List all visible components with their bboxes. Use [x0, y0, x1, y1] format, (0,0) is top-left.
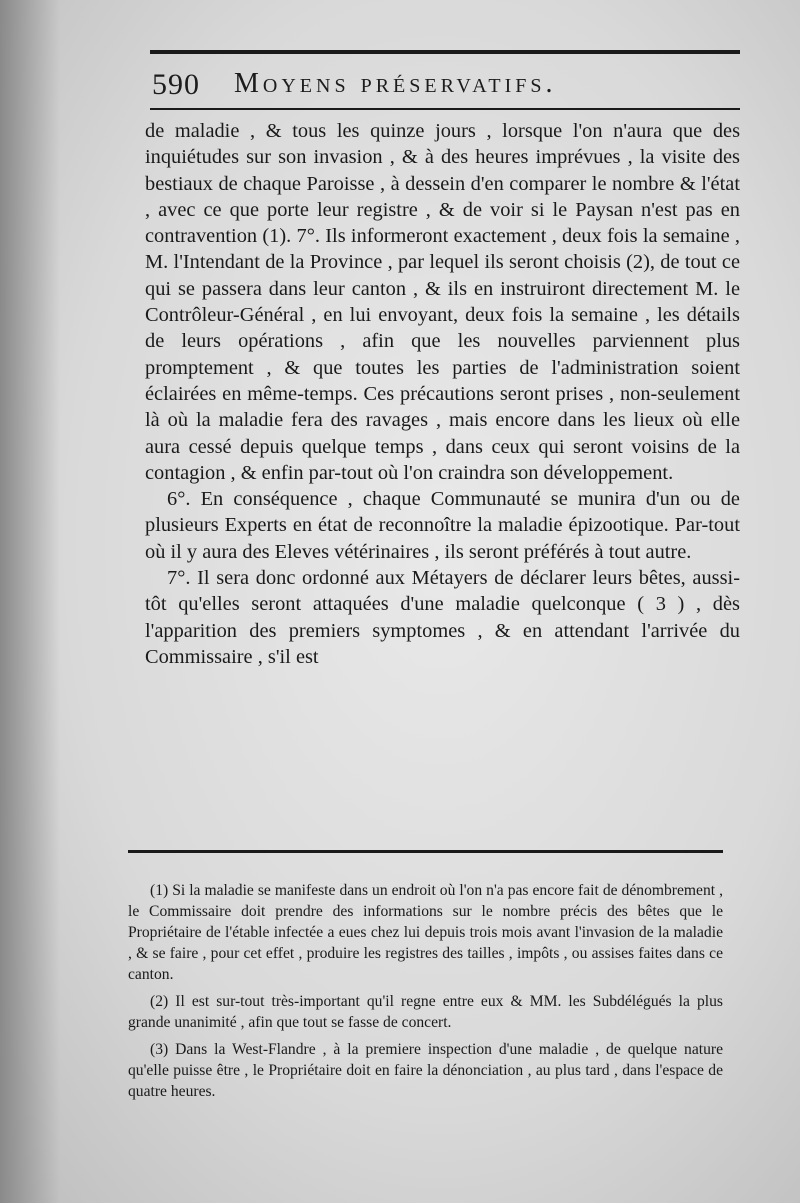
page-number: 590 [152, 68, 200, 101]
paragraph: 6°. En conséquence , chaque Communauté se munira d'un ou de plusieurs Experts en état de reconnoître la maladie épizootique. Par-tout où il y aura des Eleves vétérinaires , ils seront préférés à tout autre. [145, 488, 740, 563]
footnote: (1) Si la maladie se manifeste dans un endroit où l'on n'a pas encore fait de dénombrement , le Commissaire doit prendre des informations sur le nombre précis des bêtes que le Propriétaire de l'étable infectée a eues chez lui depuis trois mois avant l'invasion de la maladie , & se faire , pour cet effet , produire les registres des tailles , impôts , ou assises faites dans ce canton. [128, 882, 723, 983]
footnote: (3) Dans la West-Flandre , à la premiere inspection d'une maladie , de quelque nature qu'elle puisse être , le Propriétaire doit en faire la dénonciation , au plus tard , dans l'espace de quatre heures. [128, 1041, 723, 1100]
running-head [152, 60, 712, 104]
top-rule [150, 50, 740, 54]
main-text [145, 118, 740, 670]
head-rule [150, 108, 740, 110]
footnotes [128, 880, 723, 1108]
running-title: Moyens préservatifs. [234, 68, 557, 99]
paragraph: 7°. Il sera donc ordonné aux Métayers de déclarer leurs bêtes, aussi-tôt qu'elles seront attaquées d'une maladie quelconque ( 3 ) , dès l'apparition des premiers symptomes , & en attendant l'arrivée du Commissaire , s'il est [145, 567, 740, 668]
paragraph: de maladie , & tous les quinze jours , lorsque l'on n'aura que des inquiétudes sur son invasion , & à des heures imprévues , la visite des bestiaux de chaque Paroisse , à dessein d'en comparer le nombre & l'état , avec ce que porte leur registre , & de voir si le Paysan n'est pas en contravention (1). 7°. Ils informeront exactement , deux fois la semaine , M. l'Intendant de la Province , par lequel ils seront choisis (2), de tout ce qui se passera dans leur canton , & ils en instruiront directement M. le Contrôleur-Général , en lui envoyant, deux fois la semaine , les détails de leurs opérations , afin que les nouvelles parviennent plus promptement , & que toutes les parties de l'administration soient éclairées en même-temps. Ces précautions seront prises , non-seulement là où la maladie fera des ravages , mais encore dans les lieux où elle aura cessé depuis quelque temps , dans ceux qui seront voisins de la contagion , & enfin par-tout où l'on craindra son développement. [145, 120, 740, 484]
footnote-rule [128, 850, 723, 853]
binding-shadow [0, 0, 60, 1203]
footnote: (2) Il est sur-tout très-important qu'il regne entre eux & MM. les Subdélégués la plus grande unanimité , afin que tout se fasse de concert. [128, 993, 723, 1031]
